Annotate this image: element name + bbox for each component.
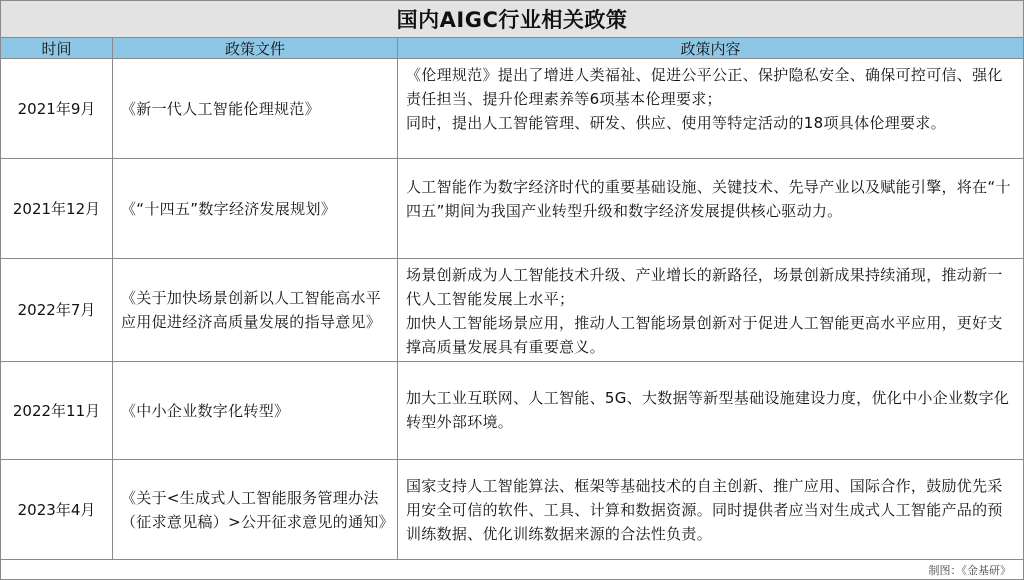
row-time: 2023年4月 [1, 460, 113, 559]
content-paragraph: 同时，提出人工智能管理、研发、供应、使用等特定活动的18项具体伦理要求。 [406, 114, 946, 132]
row-document: 《中小企业数字化转型》 [113, 362, 398, 459]
content-paragraph: 人工智能作为数字经济时代的重要基础设施、关键技术、先导产业以及赋能引擎，将在“十四五”期间为我国产业转型升级和数字经济发展提供核心驱动力。 [406, 178, 1011, 220]
table-row [1, 59, 1023, 159]
content-paragraph: 加大工业互联网、人工智能、5G、大数据等新型基础设施建设力度，优化中小企业数字化转型外部环境。 [406, 389, 1010, 431]
row-time: 2021年9月 [1, 59, 113, 158]
content-paragraph: 《伦理规范》提出了增进人类福祉、促进公平公正、保护隐私安全、确保可控可信、强化责任担当、提升伦理素养等6项基本伦理要求； [406, 66, 1003, 108]
table-row [1, 362, 1023, 460]
content-paragraph: 国家支持人工智能算法、框架等基础技术的自主创新、推广应用、国际合作，鼓励优先采用安全可信的软件、工具、计算和数据资源。同时提供者应当对生成式人工智能产品的预训练数据、优化训练数据来源的合法性负责。 [406, 477, 1003, 543]
table-body [1, 59, 1023, 560]
content-paragraph: 加快人工智能场景应用，推动人工智能场景创新对于促进人工智能更高水平应用，更好支撑高质量发展具有重要意义。 [406, 314, 1003, 356]
row-document: 《关于<生成式人工智能服务管理办法（征求意见稿）>公开征求意见的通知》 [113, 460, 398, 559]
table-header-row [1, 38, 1023, 59]
source-credit: 制图：《金基研》 [928, 564, 1011, 577]
row-document: 《新一代人工智能伦理规范》 [113, 59, 398, 158]
content-paragraph: 场景创新成为人工智能技术升级、产业增长的新路径，场景创新成果持续涌现，推动新一代人工智能发展上水平； [406, 266, 1003, 308]
header-content: 政策内容 [680, 39, 741, 58]
row-document: 《关于加快场景创新以人工智能高水平应用促进经济高质量发展的指导意见》 [113, 259, 398, 361]
row-content [398, 59, 1023, 158]
row-content [398, 362, 1023, 459]
row-document: 《“十四五”数字经济发展规划》 [113, 159, 398, 258]
table-row [1, 259, 1023, 362]
row-time: 2021年12月 [1, 159, 113, 258]
header-time: 时间 [1, 38, 113, 58]
table-title: 国内AIGC行业相关政策 [1, 1, 1023, 38]
row-content [398, 259, 1023, 361]
table-row [1, 460, 1023, 560]
row-content [398, 460, 1023, 559]
row-time: 2022年11月 [1, 362, 113, 459]
table-row [1, 159, 1023, 259]
header-document: 政策文件 [113, 38, 398, 58]
row-content [398, 159, 1023, 258]
row-time: 2022年7月 [1, 259, 113, 361]
